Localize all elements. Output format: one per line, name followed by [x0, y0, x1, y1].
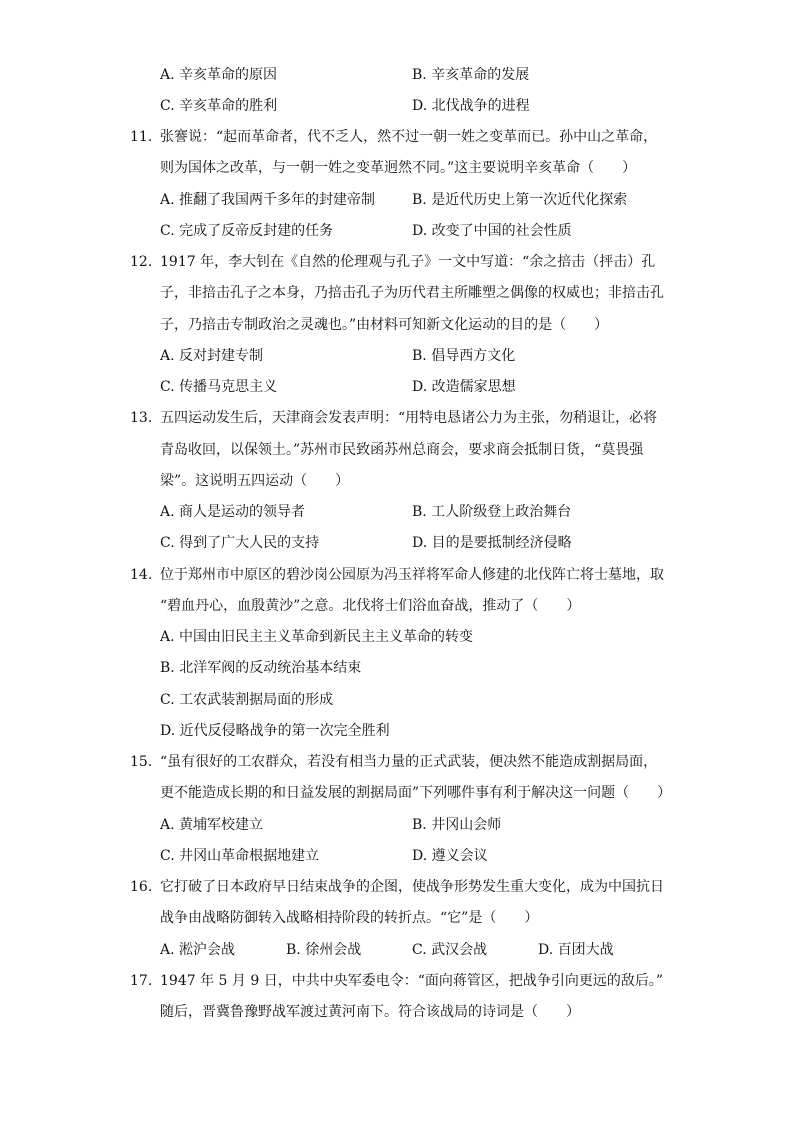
q14-stem-line-1: 位于郑州市中原区的碧沙岗公园原为冯玉祥将军命人修建的北伐阵亡将士墓地，取 — [160, 567, 664, 583]
q15-option-d: D. 遵义会议 — [412, 848, 488, 864]
q12-option-a: A. 反对封建专制 — [160, 348, 264, 364]
q15-option-b: B. 井冈山会师 — [412, 817, 502, 833]
q16-option-c: C. 武汉会战 — [412, 942, 488, 958]
q12-option-b: B. 倡导西方文化 — [412, 348, 516, 364]
q11-option-a: A. 推翻了我国两千多年的封建帝制 — [160, 192, 376, 208]
q13-option-b: B. 工人阶级登上政治舞台 — [412, 504, 572, 520]
q11-option-b: B. 是近代历史上第一次近代化探索 — [412, 192, 628, 208]
q13-stem-line-1: 五四运动发生后，天津商会发表声明：“用特电恳诸公力为主张，勿稍退让，必将 — [160, 410, 658, 426]
q12-stem-line-3: 子，乃掊击专制政治之灵魂也。”由材料可知新文化运动的目的是（ ） — [160, 317, 609, 333]
q15-stem-line-2: 更不能造成长期的和日益发展的割据局面”下列哪件事有利于解决这一问题（ ） — [160, 785, 672, 801]
q16-option-d: D. 百团大战 — [538, 942, 614, 958]
q15-number: 15. — [130, 754, 153, 770]
q14-number: 14. — [130, 567, 153, 583]
q13-option-c: C. 得到了广大人民的支持 — [160, 535, 320, 551]
q16-option-b: B. 徐州会战 — [286, 942, 362, 958]
q15-option-c: C. 井冈山革命根据地建立 — [160, 848, 320, 864]
q13-option-d: D. 目的是要抵制经济侵略 — [412, 535, 572, 551]
q14-option-c: C. 工农武装割据局面的形成 — [160, 692, 334, 708]
q16-stem-line-2: 战争由战略防御转入战略相持阶段的转折点。“它”是（ ） — [160, 910, 539, 926]
q12-stem-line-1: 1917 年，李大钊在《自然的伦理观与孔子》一文中写道：“余之掊击（抨击）孔 — [160, 254, 656, 270]
q14-option-d: D. 近代反侵略战争的第一次完全胜利 — [160, 723, 390, 739]
q12-option-c: C. 传播马克思主义 — [160, 379, 278, 395]
q10-option-d: D. 北伐战争的进程 — [412, 98, 530, 114]
q12-option-d: D. 改造儒家思想 — [412, 379, 516, 395]
q17-number: 17. — [130, 973, 153, 989]
q10-option-b: B. 辛亥革命的发展 — [412, 67, 530, 83]
q13-stem-line-3: 梁”。这说明五四运动（ ） — [160, 473, 350, 489]
q12-number: 12. — [130, 254, 153, 270]
q11-number: 11. — [130, 129, 153, 145]
q13-option-a: A. 商人是运动的领导者 — [160, 504, 306, 520]
q16-number: 16. — [130, 879, 153, 895]
q13-stem-line-2: 青岛收回，以保领土。”苏州市民致函苏州总商会，要求商会抵制日货，“莫畏强 — [160, 442, 644, 458]
q17-stem-line-1: 1947 年 5 月 9 日，中共中央军委电令：“面向蒋管区，把战争引向更远的敌后。” — [160, 973, 664, 989]
q15-stem-line-1: “虽有很好的工农群众，若没有相当力量的正式武装，便决然不能造成割据局面， — [160, 754, 658, 770]
q16-stem-line-1: 它打破了日本政府早日结束战争的企图，使战争形势发生重大变化，成为中国抗日 — [160, 879, 664, 895]
q17-stem-line-2: 随后，晋冀鲁豫野战军渡过黄河南下。符合该战局的诗词是（ ） — [160, 1004, 580, 1020]
q11-option-c: C. 完成了反帝反封建的任务 — [160, 223, 334, 239]
q11-stem-line-1: 张謇说：“起而革命者，代不乏人，然不过一朝一姓之变革而已。孙中山之革命， — [160, 129, 658, 145]
q12-stem-line-2: 子，非掊击孔子之本身，乃掊击孔子为历代君主所雕塑之偶像的权威也；非掊击孔 — [160, 285, 664, 301]
q15-option-a: A. 黄埔军校建立 — [160, 817, 264, 833]
q10-option-a: A. 辛亥革命的原因 — [160, 67, 278, 83]
q14-stem-line-2: “碧血丹心，血殷黄沙”之意。北伐将士们浴血奋战，推动了（ ） — [160, 598, 581, 614]
q10-option-c: C. 辛亥革命的胜利 — [160, 98, 278, 114]
q11-stem-line-2: 则为国体之改革，与一朝一姓之变革迥然不同。”这主要说明辛亥革命（ ） — [160, 160, 637, 176]
q14-option-a: A. 中国由旧民主主义革命到新民主主义革命的转变 — [160, 629, 474, 645]
q11-option-d: D. 改变了中国的社会性质 — [412, 223, 572, 239]
q14-option-b: B. 北洋军阀的反动统治基本结束 — [160, 660, 362, 676]
q16-option-a: A. 淞沪会战 — [160, 942, 236, 958]
q13-number: 13. — [130, 410, 153, 426]
